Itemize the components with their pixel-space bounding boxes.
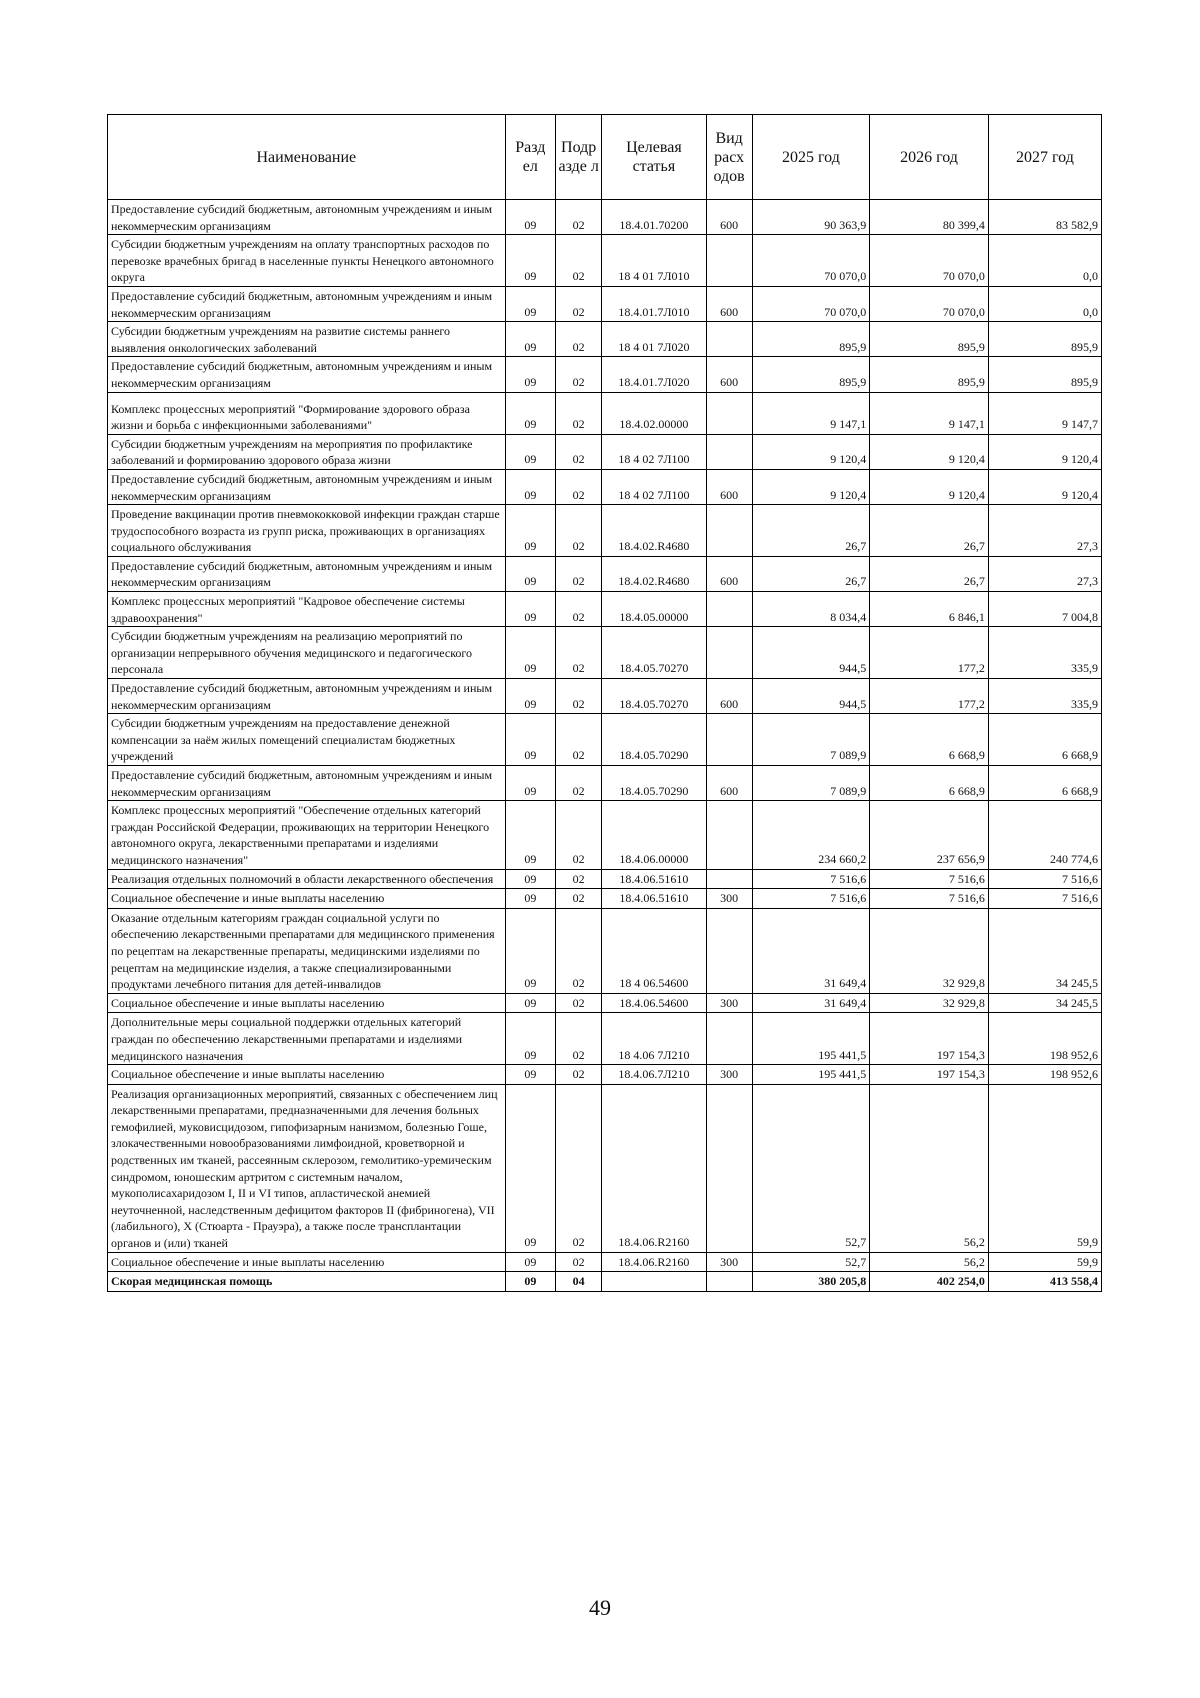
cell-2025: 895,9 — [752, 357, 870, 392]
cell-2027: 6 668,9 — [988, 714, 1101, 766]
header-name: Наименование — [108, 115, 506, 200]
cell-expense-type: 300 — [706, 1252, 752, 1272]
cell-section: 09 — [505, 766, 556, 801]
cell-subsection: 02 — [556, 392, 602, 434]
cell-2027: 335,9 — [988, 679, 1101, 714]
cell-2027: 34 245,5 — [988, 908, 1101, 993]
cell-expense-type: 300 — [706, 1065, 752, 1085]
table-row — [108, 469, 1102, 504]
header-expense-type: Вид расх одов — [706, 115, 752, 200]
table-row — [108, 286, 1102, 321]
cell-subsection: 02 — [556, 1252, 602, 1272]
cell-expense-type — [706, 235, 752, 287]
cell-expense-type — [706, 434, 752, 469]
cell-2025: 7 516,6 — [752, 889, 870, 909]
table-row — [108, 392, 1102, 434]
cell-expense-type: 300 — [706, 889, 752, 909]
cell-section: 09 — [505, 322, 556, 357]
cell-2025: 195 441,5 — [752, 1013, 870, 1065]
cell-2025: 26,7 — [752, 556, 870, 591]
cell-subsection: 02 — [556, 592, 602, 627]
cell-2027: 9 120,4 — [988, 434, 1101, 469]
cell-2026: 26,7 — [870, 556, 989, 591]
table-row — [108, 679, 1102, 714]
table-row — [108, 505, 1102, 557]
cell-section: 09 — [505, 286, 556, 321]
cell-2027: 198 952,6 — [988, 1013, 1101, 1065]
cell-name: Субсидии бюджетным учреждениям на оплату транспортных расходов по перевозке врачебных бригад в населенные пункты Ненецкого автономного округа — [108, 235, 506, 287]
cell-target: 18.4.05.70290 — [602, 714, 706, 766]
cell-target: 18 4 01 7Л020 — [602, 322, 706, 357]
cell-subsection: 02 — [556, 357, 602, 392]
cell-name: Субсидии бюджетным учреждениям на предоставление денежной компенсации за наём жилых помещений специалистам бюджетных учреждений — [108, 714, 506, 766]
cell-expense-type — [706, 908, 752, 993]
cell-2026: 7 516,6 — [870, 869, 989, 889]
cell-name: Комплекс процессных мероприятий "Формирование здорового образа жизни и борьба с инфекционными заболеваниями" — [108, 392, 506, 434]
cell-name: Социальное обеспечение и иные выплаты населению — [108, 1065, 506, 1085]
cell-expense-type: 600 — [706, 556, 752, 591]
cell-name: Предоставление субсидий бюджетным, автономным учреждениям и иным некоммерческим организациям — [108, 357, 506, 392]
cell-2026: 177,2 — [870, 679, 989, 714]
cell-expense-type: 300 — [706, 993, 752, 1013]
cell-subsection: 02 — [556, 286, 602, 321]
cell-target: 18.4.06.R2160 — [602, 1252, 706, 1272]
cell-name: Субсидии бюджетным учреждениям на мероприятия по профилактике заболеваний и формированию здорового образа жизни — [108, 434, 506, 469]
cell-expense-type: 600 — [706, 469, 752, 504]
cell-subsection: 02 — [556, 993, 602, 1013]
cell-2025: 7 516,6 — [752, 869, 870, 889]
cell-subsection: 02 — [556, 556, 602, 591]
header-target: Целевая статья — [602, 115, 706, 200]
cell-2025: 895,9 — [752, 322, 870, 357]
table-row — [108, 434, 1102, 469]
cell-target: 18.4.02.R4680 — [602, 556, 706, 591]
cell-2027: 6 668,9 — [988, 766, 1101, 801]
cell-target: 18.4.01.7Л020 — [602, 357, 706, 392]
cell-subsection: 02 — [556, 469, 602, 504]
cell-expense-type: 600 — [706, 286, 752, 321]
cell-section: 09 — [505, 357, 556, 392]
cell-subsection: 02 — [556, 679, 602, 714]
cell-2027: 83 582,9 — [988, 200, 1101, 235]
cell-2026: 32 929,8 — [870, 993, 989, 1013]
page-number: 49 — [589, 1595, 611, 1620]
cell-target: 18.4.05.70270 — [602, 679, 706, 714]
cell-2027: 27,3 — [988, 505, 1101, 557]
cell-2026: 197 154,3 — [870, 1065, 989, 1085]
cell-target: 18.4.02.R4680 — [602, 505, 706, 557]
table-row — [108, 556, 1102, 591]
cell-subsection: 04 — [556, 1272, 602, 1292]
cell-2027: 335,9 — [988, 627, 1101, 679]
cell-expense-type — [706, 627, 752, 679]
table-row — [108, 1065, 1102, 1085]
cell-subsection: 02 — [556, 801, 602, 869]
cell-2027: 0,0 — [988, 286, 1101, 321]
cell-subsection: 02 — [556, 200, 602, 235]
table-row — [108, 908, 1102, 993]
cell-target: 18.4.06.51610 — [602, 869, 706, 889]
table-body — [108, 200, 1102, 1292]
cell-subsection: 02 — [556, 1084, 602, 1252]
cell-2026: 9 120,4 — [870, 469, 989, 504]
cell-2025: 8 034,4 — [752, 592, 870, 627]
cell-expense-type — [706, 1013, 752, 1065]
cell-expense-type — [706, 869, 752, 889]
cell-subsection: 02 — [556, 1013, 602, 1065]
table-row — [108, 714, 1102, 766]
cell-subsection: 02 — [556, 1065, 602, 1085]
cell-section: 09 — [505, 889, 556, 909]
cell-name: Оказание отдельным категориям граждан социальной услуги по обеспечению лекарственными препаратами для медицинского применения по рецептам на лекарственные препараты, медицинскими изделиями по рецептам на медицинские изделия, а также специализированными продуктами лечебного питания для детей-инвалидов — [108, 908, 506, 993]
cell-section: 09 — [505, 1272, 556, 1292]
cell-name: Предоставление субсидий бюджетным, автономным учреждениям и иным некоммерческим организациям — [108, 469, 506, 504]
table-row — [108, 592, 1102, 627]
cell-expense-type — [706, 1272, 752, 1292]
cell-2025: 380 205,8 — [752, 1272, 870, 1292]
cell-2027: 895,9 — [988, 322, 1101, 357]
cell-subsection: 02 — [556, 505, 602, 557]
cell-2026: 70 070,0 — [870, 286, 989, 321]
cell-2027: 59,9 — [988, 1252, 1101, 1272]
cell-section: 09 — [505, 469, 556, 504]
cell-2027: 59,9 — [988, 1084, 1101, 1252]
cell-expense-type: 600 — [706, 766, 752, 801]
table-row — [108, 766, 1102, 801]
table-row — [108, 200, 1102, 235]
cell-2026: 56,2 — [870, 1252, 989, 1272]
cell-subsection: 02 — [556, 908, 602, 993]
cell-2026: 6 846,1 — [870, 592, 989, 627]
cell-2026: 895,9 — [870, 357, 989, 392]
budget-table — [107, 114, 1102, 1292]
cell-target: 18 4 02 7Л100 — [602, 434, 706, 469]
cell-2026: 237 656,9 — [870, 801, 989, 869]
cell-name: Реализация отдельных полномочий в области лекарственного обеспечения — [108, 869, 506, 889]
cell-name: Предоставление субсидий бюджетным, автономным учреждениям и иным некоммерческим организациям — [108, 286, 506, 321]
cell-expense-type — [706, 392, 752, 434]
cell-expense-type — [706, 714, 752, 766]
cell-2025: 9 147,1 — [752, 392, 870, 434]
cell-2027: 413 558,4 — [988, 1272, 1101, 1292]
cell-target: 18.4.05.00000 — [602, 592, 706, 627]
cell-target: 18.4.02.00000 — [602, 392, 706, 434]
cell-target: 18 4 06.54600 — [602, 908, 706, 993]
cell-subsection: 02 — [556, 434, 602, 469]
cell-subsection: 02 — [556, 889, 602, 909]
cell-2027: 9 120,4 — [988, 469, 1101, 504]
cell-section: 09 — [505, 1252, 556, 1272]
cell-subsection: 02 — [556, 235, 602, 287]
cell-2025: 7 089,9 — [752, 766, 870, 801]
table-row — [108, 1252, 1102, 1272]
cell-2027: 9 147,7 — [988, 392, 1101, 434]
cell-section: 09 — [505, 592, 556, 627]
cell-2026: 80 399,4 — [870, 200, 989, 235]
table-row — [108, 801, 1102, 869]
cell-expense-type: 600 — [706, 200, 752, 235]
cell-2026: 895,9 — [870, 322, 989, 357]
cell-2026: 26,7 — [870, 505, 989, 557]
cell-2025: 9 120,4 — [752, 469, 870, 504]
cell-target: 18 4 02 7Л100 — [602, 469, 706, 504]
cell-2026: 6 668,9 — [870, 714, 989, 766]
table-row — [108, 993, 1102, 1013]
cell-target: 18.4.06.51610 — [602, 889, 706, 909]
cell-name: Предоставление субсидий бюджетным, автономным учреждениям и иным некоммерческим организациям — [108, 200, 506, 235]
cell-section: 09 — [505, 1013, 556, 1065]
cell-2027: 0,0 — [988, 235, 1101, 287]
cell-2026: 6 668,9 — [870, 766, 989, 801]
cell-section: 09 — [505, 434, 556, 469]
cell-expense-type — [706, 801, 752, 869]
cell-subsection: 02 — [556, 322, 602, 357]
cell-section: 09 — [505, 993, 556, 1013]
cell-section: 09 — [505, 627, 556, 679]
cell-2026: 402 254,0 — [870, 1272, 989, 1292]
cell-section: 09 — [505, 505, 556, 557]
cell-section: 09 — [505, 908, 556, 993]
table-row — [108, 235, 1102, 287]
cell-target: 18.4.01.70200 — [602, 200, 706, 235]
cell-2025: 31 649,4 — [752, 908, 870, 993]
cell-2027: 7 516,6 — [988, 869, 1101, 889]
cell-target: 18.4.05.70270 — [602, 627, 706, 679]
cell-name: Социальное обеспечение и иные выплаты населению — [108, 889, 506, 909]
header-row — [108, 115, 1102, 200]
cell-section: 09 — [505, 1084, 556, 1252]
cell-name: Реализация организационных мероприятий, связанных с обеспечением лиц лекарственными препаратами, предназначенными для лечения больных гемофилией, муковисцидозом, гипофизарным нанизмом, болезнью Гоше, злокачественными новообразованиями лимфоидной, кроветворной и родственных им тканей, рассеянным склерозом, гемолитико-уремическим синдромом, юношеским артритом с системным началом, мукополисахаридозом I, II и VI типов, апластической анемией неуточненной, наследственным дефицитом факторов II (фибриногена), VII (лабильного), X (Стюарта - Прауэра), а также после трансплантации органов и (или) тканей — [108, 1084, 506, 1252]
cell-2027: 240 774,6 — [988, 801, 1101, 869]
cell-2026: 7 516,6 — [870, 889, 989, 909]
cell-section: 09 — [505, 1065, 556, 1085]
cell-2026: 197 154,3 — [870, 1013, 989, 1065]
cell-2025: 195 441,5 — [752, 1065, 870, 1085]
cell-2025: 9 120,4 — [752, 434, 870, 469]
cell-2025: 7 089,9 — [752, 714, 870, 766]
cell-target: 18.4.05.70290 — [602, 766, 706, 801]
table-row — [108, 889, 1102, 909]
cell-name: Скорая медицинская помощь — [108, 1272, 506, 1292]
cell-2025: 31 649,4 — [752, 993, 870, 1013]
cell-subsection: 02 — [556, 869, 602, 889]
cell-2025: 944,5 — [752, 679, 870, 714]
cell-2026: 56,2 — [870, 1084, 989, 1252]
cell-target: 18.4.01.7Л010 — [602, 286, 706, 321]
cell-name: Предоставление субсидий бюджетным, автономным учреждениям и иным некоммерческим организациям — [108, 556, 506, 591]
cell-2026: 9 120,4 — [870, 434, 989, 469]
cell-name: Дополнительные меры социальной поддержки отдельных категорий граждан по обеспечению лекарственными препаратами и изделиями медицинского назначения — [108, 1013, 506, 1065]
table-row — [108, 357, 1102, 392]
cell-section: 09 — [505, 679, 556, 714]
cell-section: 09 — [505, 235, 556, 287]
cell-2027: 7 516,6 — [988, 889, 1101, 909]
cell-expense-type — [706, 1084, 752, 1252]
cell-2027: 27,3 — [988, 556, 1101, 591]
cell-name: Субсидии бюджетным учреждениям на развитие системы раннего выявления онкологических заболеваний — [108, 322, 506, 357]
table-row — [108, 869, 1102, 889]
cell-name: Проведение вакцинации против пневмококковой инфекции граждан старше трудоспособного возраста из групп риска, проживающих в организациях социального обслуживания — [108, 505, 506, 557]
cell-section: 09 — [505, 392, 556, 434]
cell-subsection: 02 — [556, 714, 602, 766]
cell-section: 09 — [505, 556, 556, 591]
cell-target: 18 4 01 7Л010 — [602, 235, 706, 287]
table-row — [108, 1084, 1102, 1252]
cell-2026: 9 147,1 — [870, 392, 989, 434]
cell-expense-type: 600 — [706, 679, 752, 714]
cell-name: Предоставление субсидий бюджетным, автономным учреждениям и иным некоммерческим организациям — [108, 679, 506, 714]
cell-target — [602, 1272, 706, 1292]
cell-section: 09 — [505, 801, 556, 869]
table-row — [108, 627, 1102, 679]
cell-name: Предоставление субсидий бюджетным, автономным учреждениям и иным некоммерческим организациям — [108, 766, 506, 801]
cell-2027: 34 245,5 — [988, 993, 1101, 1013]
cell-2026: 70 070,0 — [870, 235, 989, 287]
cell-name: Социальное обеспечение и иные выплаты населению — [108, 993, 506, 1013]
cell-target: 18 4.06 7Л210 — [602, 1013, 706, 1065]
cell-section: 09 — [505, 869, 556, 889]
cell-2025: 70 070,0 — [752, 235, 870, 287]
header-2025: 2025 год — [752, 115, 870, 200]
cell-target: 18.4.06.54600 — [602, 993, 706, 1013]
header-section: Разд ел — [505, 115, 556, 200]
cell-name: Комплекс процессных мероприятий "Кадровое обеспечение системы здравоохранения" — [108, 592, 506, 627]
cell-2027: 7 004,8 — [988, 592, 1101, 627]
cell-expense-type: 600 — [706, 357, 752, 392]
cell-2025: 70 070,0 — [752, 286, 870, 321]
header-subsection: Подр азде л — [556, 115, 602, 200]
cell-subsection: 02 — [556, 627, 602, 679]
cell-name: Социальное обеспечение и иные выплаты населению — [108, 1252, 506, 1272]
cell-2025: 90 363,9 — [752, 200, 870, 235]
cell-expense-type — [706, 322, 752, 357]
cell-subsection: 02 — [556, 766, 602, 801]
cell-section: 09 — [505, 200, 556, 235]
cell-name: Субсидии бюджетным учреждениям на реализацию мероприятий по организации непрерывного обучения медицинского и педагогического персонала — [108, 627, 506, 679]
table-row — [108, 1272, 1102, 1292]
cell-section: 09 — [505, 714, 556, 766]
cell-2025: 26,7 — [752, 505, 870, 557]
table-row — [108, 1013, 1102, 1065]
cell-expense-type — [706, 505, 752, 557]
table-row — [108, 322, 1102, 357]
cell-target: 18.4.06.7Л210 — [602, 1065, 706, 1085]
cell-2027: 198 952,6 — [988, 1065, 1101, 1085]
cell-2025: 52,7 — [752, 1252, 870, 1272]
header-2027: 2027 год — [988, 115, 1101, 200]
cell-2026: 32 929,8 — [870, 908, 989, 993]
cell-target: 18.4.06.00000 — [602, 801, 706, 869]
cell-2025: 234 660,2 — [752, 801, 870, 869]
cell-target: 18.4.06.R2160 — [602, 1084, 706, 1252]
cell-expense-type — [706, 592, 752, 627]
cell-2025: 944,5 — [752, 627, 870, 679]
cell-2025: 52,7 — [752, 1084, 870, 1252]
cell-name: Комплекс процессных мероприятий "Обеспечение отдельных категорий граждан Российской Федерации, проживающих на территории Ненецкого автономного округа, лекарственными препаратами и изделиями медицинского назначения" — [108, 801, 506, 869]
cell-2027: 895,9 — [988, 357, 1101, 392]
cell-2026: 177,2 — [870, 627, 989, 679]
header-2026: 2026 год — [870, 115, 989, 200]
